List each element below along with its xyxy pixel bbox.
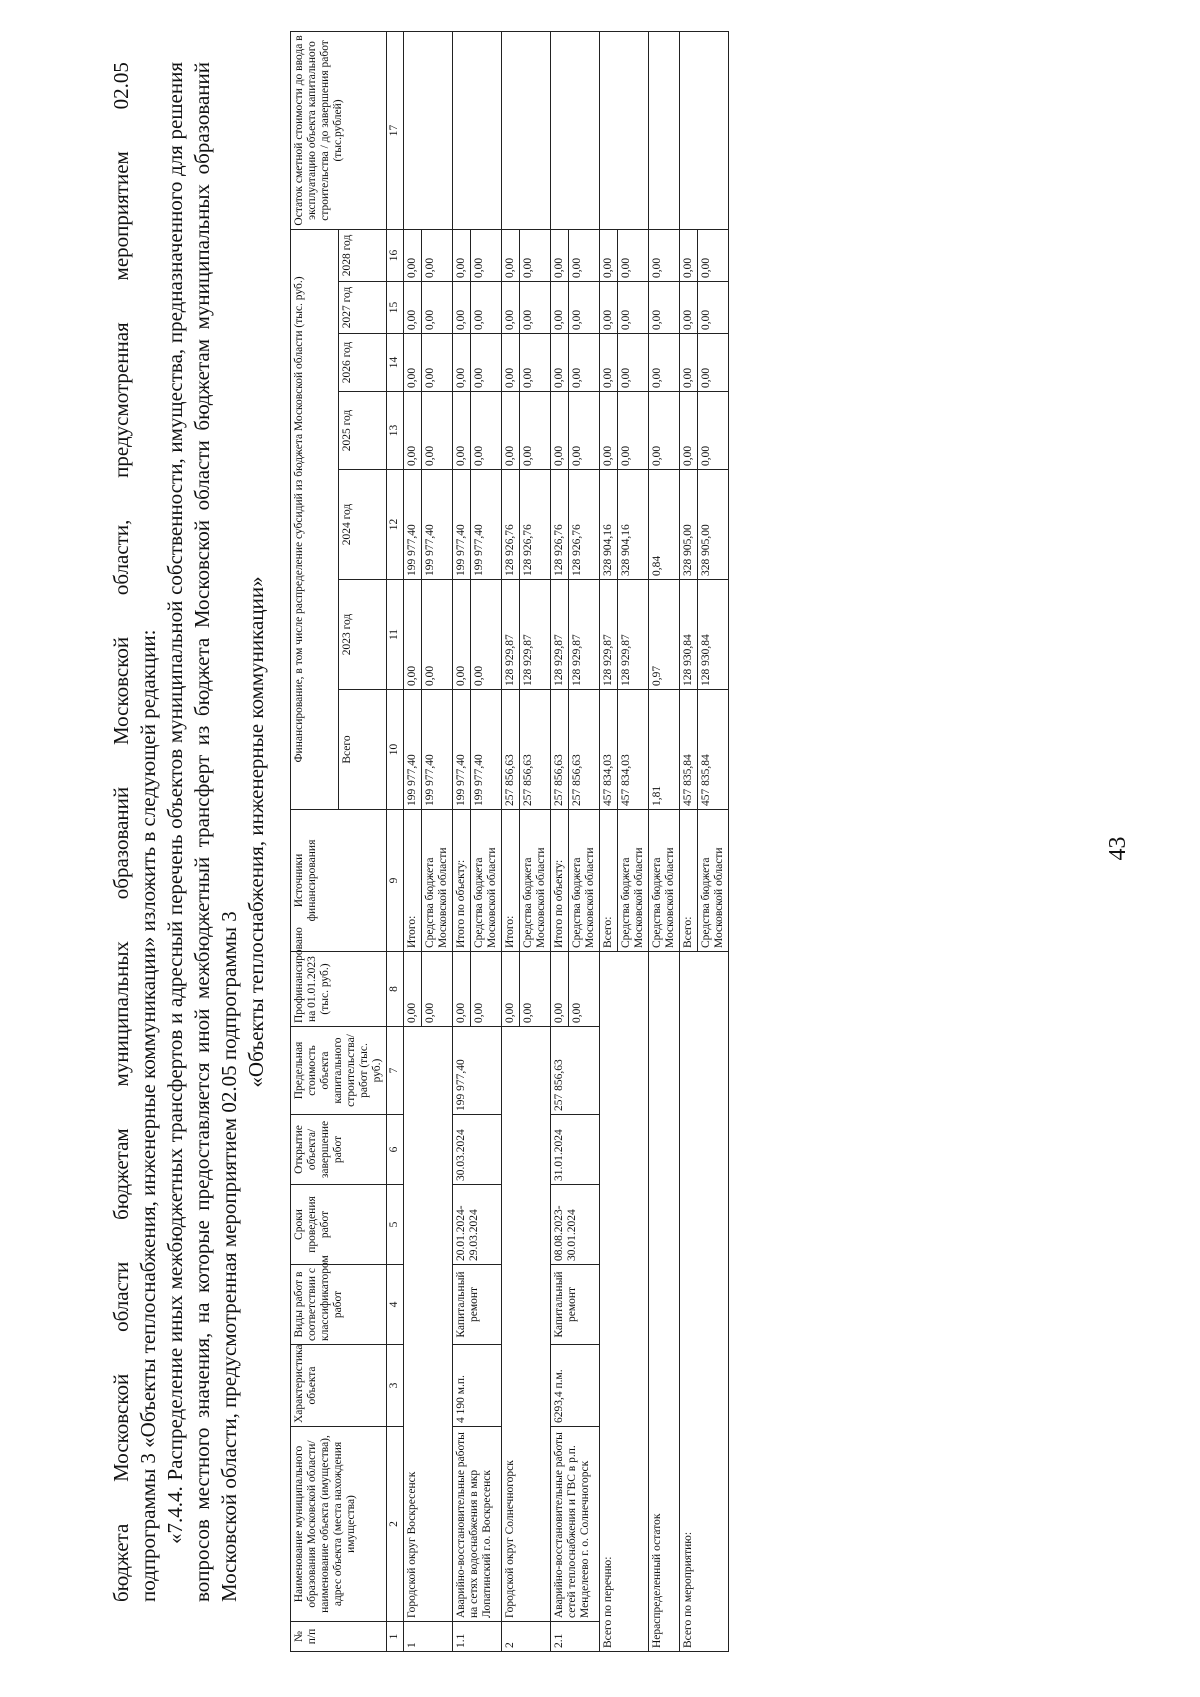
section-num: 2	[502, 1622, 551, 1652]
header-prefinanced: Профинансировано на 01.01.2023 (тыс. руб.)	[291, 952, 387, 1027]
value-cell: 0,00	[649, 229, 680, 281]
column-number: 5	[387, 1185, 404, 1265]
value-cell: 128 929,87	[520, 580, 551, 690]
value-cell: 328 905,00	[680, 470, 698, 580]
value-cell: 257 856,63	[502, 690, 520, 810]
source-cell: Средства бюджета Московской области	[471, 810, 502, 952]
value-cell: 0,00	[649, 334, 680, 392]
table-row	[649, 31, 680, 1651]
column-number-row	[387, 31, 404, 1651]
value-cell: 0,00	[453, 392, 471, 470]
intro-word: образований	[109, 786, 133, 900]
value-cell: 128 926,76	[520, 470, 551, 580]
column-number: 15	[387, 282, 404, 334]
table-row	[502, 31, 520, 1651]
intro-line-1	[108, 62, 135, 1602]
value-cell: 199 977,40	[404, 690, 422, 810]
value-cell: 0,84	[649, 470, 680, 580]
source-cell: Средства бюджета Московской области	[569, 810, 600, 952]
value-cell: 128 926,76	[502, 470, 520, 580]
header-open-close: Открытие объекта/завершение работ	[291, 1115, 387, 1185]
value-cell: 0,00	[698, 334, 729, 392]
value-cell: 0,00	[680, 229, 698, 281]
source-cell: Средства бюджета Московской области	[698, 810, 729, 952]
object-characteristic: 4 190 м.п.	[453, 1345, 502, 1427]
value-cell: 0,00	[649, 282, 680, 334]
value-cell: 0,00	[569, 282, 600, 334]
value-cell: 199 977,40	[471, 690, 502, 810]
value-cell: 0,00	[471, 580, 502, 690]
value-cell: 0,00	[422, 282, 453, 334]
table-body	[404, 31, 729, 1651]
table-row	[680, 31, 698, 1651]
value-cell: 457 835,84	[698, 690, 729, 810]
value-cell: 0,00	[422, 229, 453, 281]
column-number: 12	[387, 470, 404, 580]
value-cell: 0,00	[680, 282, 698, 334]
value-cell: 0,00	[404, 392, 422, 470]
column-number: 3	[387, 1345, 404, 1427]
column-number: 2	[387, 1427, 404, 1622]
source-cell: Всего:	[600, 810, 618, 952]
value-cell: 0,00	[520, 282, 551, 334]
remainder-cell	[600, 31, 649, 229]
header-2026: 2026 год	[339, 334, 387, 392]
remainder-cell	[680, 31, 729, 229]
value-cell: 0,00	[618, 229, 649, 281]
value-cell: 0,00	[698, 392, 729, 470]
value-cell: 0,00	[600, 392, 618, 470]
column-number: 16	[387, 229, 404, 281]
column-number: 10	[387, 690, 404, 810]
table-row	[551, 31, 569, 1651]
value-cell: 328 904,16	[600, 470, 618, 580]
header-row-1	[291, 31, 339, 1651]
column-number: 14	[387, 334, 404, 392]
value-cell: 0,00	[698, 282, 729, 334]
object-num: 2.1	[551, 1622, 600, 1652]
prefinanced-cell: 0,00	[471, 952, 502, 1027]
value-cell: 0,00	[471, 282, 502, 334]
value-cell: 0,00	[502, 392, 520, 470]
section-name: Городской округ Воскресенск	[404, 1027, 453, 1622]
intro-word: бюджета	[109, 1523, 133, 1602]
header-period: Сроки проведения работ	[291, 1185, 387, 1265]
value-cell: 0,00	[600, 334, 618, 392]
value-cell: 0,00	[502, 229, 520, 281]
financing-table	[290, 31, 729, 1652]
object-name: Аварийно-восстановительные работы сетей теплоснабжения и ГВС в р.п. Менделеево г. о. Солнечногорск	[551, 1427, 600, 1622]
value-cell: 457 834,03	[600, 690, 618, 810]
intro-line-2: подпрограммы 3 «Объекты теплоснабжения, инженерные коммуникации» изложить в следующей редакции:	[136, 629, 160, 1602]
prefinanced-cell: 0,00	[453, 952, 471, 1027]
header-total: Всего	[339, 690, 387, 810]
value-cell: 0,00	[422, 334, 453, 392]
intro-word: Московской	[109, 1373, 133, 1482]
value-cell: 0,00	[453, 580, 471, 690]
intro-word: Московской	[109, 636, 133, 746]
value-cell: 257 856,63	[569, 690, 600, 810]
value-cell: 199 977,40	[471, 470, 502, 580]
value-cell: 199 977,40	[422, 470, 453, 580]
summary-label: Всего по перечню:	[600, 952, 649, 1652]
source-cell: Итого по объекту:	[551, 810, 569, 952]
value-cell: 0,00	[404, 334, 422, 392]
value-cell: 0,00	[551, 334, 569, 392]
value-cell: 0,97	[649, 580, 680, 690]
object-num: 1.1	[453, 1622, 502, 1652]
object-limit-cost: 199 977,40	[453, 1027, 502, 1115]
source-cell: Средства бюджета Московской области	[618, 810, 649, 952]
prefinanced-cell: 0,00	[502, 952, 520, 1027]
value-cell: 0,00	[618, 392, 649, 470]
header-remainder: Остаток сметной стоимости до ввода в эксплуатацию объекта капитального строительства / до завершения работ (тыс.рублей)	[291, 31, 387, 229]
object-work-type: Капитальный ремонт	[551, 1265, 600, 1345]
column-number: 11	[387, 580, 404, 690]
value-cell: 0,00	[600, 282, 618, 334]
source-cell: Итого по объекту:	[453, 810, 471, 952]
value-cell: 0,00	[569, 392, 600, 470]
value-cell: 0,00	[422, 392, 453, 470]
header-2024: 2024 год	[339, 470, 387, 580]
prefinanced-cell: 0,00	[520, 952, 551, 1027]
intro-word: предусмотренная	[109, 322, 133, 478]
table-row	[404, 31, 422, 1651]
value-cell: 128 929,87	[600, 580, 618, 690]
value-cell: 199 977,40	[453, 470, 471, 580]
value-cell: 0,00	[569, 334, 600, 392]
column-number: 4	[387, 1265, 404, 1345]
source-cell: Всего:	[680, 810, 698, 952]
intro-word: 02.05	[109, 62, 133, 110]
header-num: № п/п	[291, 1622, 387, 1652]
value-cell: 199 977,40	[453, 690, 471, 810]
intro-word: области	[109, 1261, 133, 1332]
object-limit-cost: 257 856,63	[551, 1027, 600, 1115]
column-number: 13	[387, 392, 404, 470]
value-cell: 128 926,76	[569, 470, 600, 580]
value-cell: 0,00	[618, 334, 649, 392]
source-cell: Итого:	[502, 810, 520, 952]
value-cell: 128 926,76	[551, 470, 569, 580]
value-cell: 128 930,84	[698, 580, 729, 690]
summary-label: Нераспределенный остаток	[649, 952, 680, 1652]
value-cell: 0,00	[551, 282, 569, 334]
header-2027: 2027 год	[339, 282, 387, 334]
value-cell: 0,00	[551, 229, 569, 281]
value-cell: 1,81	[649, 690, 680, 810]
value-cell: 0,00	[502, 282, 520, 334]
value-cell: 0,00	[471, 334, 502, 392]
header-2028: 2028 год	[339, 229, 387, 281]
intro-paragraph: «7.4.4. Распределение иных межбюджетных трансфертов и адресный перечень объектов муниципальной собственности, имущества, предназначенного для решения вопросов местного значения, на которые предоставляется иной межбюджетный трансферт из бюджета Московской области бюджетам муниципальных образований Московской области, предусмотренная мероприятием 02.05 подпрограммы 3	[163, 62, 241, 1602]
intro-word: муниципальных	[109, 941, 133, 1087]
value-cell: 0,00	[471, 392, 502, 470]
object-period: 20.01.2024-29.03.2024	[453, 1185, 502, 1265]
value-cell: 0,00	[520, 334, 551, 392]
source-cell: Средства бюджета Московской области	[649, 810, 680, 952]
value-cell: 0,00	[453, 282, 471, 334]
intro-text	[108, 62, 270, 1602]
header-2023: 2023 год	[339, 580, 387, 690]
column-number: 8	[387, 952, 404, 1027]
intro-word: области,	[109, 519, 133, 596]
table-row	[600, 31, 618, 1651]
value-cell: 0,00	[600, 229, 618, 281]
source-cell: Средства бюджета Московской области	[520, 810, 551, 952]
column-number: 6	[387, 1115, 404, 1185]
value-cell: 128 929,87	[569, 580, 600, 690]
remainder-cell	[551, 31, 600, 229]
value-cell: 0,00	[569, 229, 600, 281]
object-characteristic: 6293,4 п.м.	[551, 1345, 600, 1427]
value-cell: 128 930,84	[680, 580, 698, 690]
value-cell: 0,00	[453, 334, 471, 392]
column-number: 1	[387, 1622, 404, 1652]
object-period: 08.08.2023-30.01.2024	[551, 1185, 600, 1265]
object-name: Аварийно-восстановительные работы на сетях водоснабжения в мкр Лопатинский г.о. Воскресенск	[453, 1427, 502, 1622]
object-open-close: 30.03.2024	[453, 1115, 502, 1185]
value-cell: 257 856,63	[520, 690, 551, 810]
source-cell: Итого:	[404, 810, 422, 952]
value-cell: 128 929,87	[502, 580, 520, 690]
remainder-cell	[649, 31, 680, 229]
value-cell: 128 929,87	[618, 580, 649, 690]
source-cell: Средства бюджета Московской области	[422, 810, 453, 952]
value-cell: 128 929,87	[551, 580, 569, 690]
remainder-cell	[502, 31, 551, 229]
prefinanced-cell: 0,00	[404, 952, 422, 1027]
prefinanced-cell: 0,00	[422, 952, 453, 1027]
remainder-cell	[453, 31, 502, 229]
value-cell: 0,00	[680, 334, 698, 392]
value-cell: 199 977,40	[422, 690, 453, 810]
intro-word: мероприятием	[109, 151, 133, 281]
value-cell: 0,00	[404, 282, 422, 334]
value-cell: 328 905,00	[698, 470, 729, 580]
value-cell: 0,00	[422, 580, 453, 690]
value-cell: 457 834,03	[618, 690, 649, 810]
prefinanced-cell: 0,00	[569, 952, 600, 1027]
header-limit-cost: Предельная стоимость объекта капитального строительства/работ (тыс. руб.)	[291, 1027, 387, 1115]
value-cell: 0,00	[649, 392, 680, 470]
value-cell: 0,00	[520, 392, 551, 470]
table-row	[453, 31, 471, 1651]
value-cell: 0,00	[551, 392, 569, 470]
summary-label: Всего по мероприятию:	[680, 952, 729, 1652]
value-cell: 0,00	[618, 282, 649, 334]
header-2025: 2025 год	[339, 392, 387, 470]
column-number: 17	[387, 31, 404, 229]
column-number: 7	[387, 1027, 404, 1115]
value-cell: 199 977,40	[404, 470, 422, 580]
prefinanced-cell: 0,00	[551, 952, 569, 1027]
value-cell: 0,00	[404, 229, 422, 281]
remainder-cell	[404, 31, 453, 229]
header-work-type: Виды работ в соответствии с классификатором работ	[291, 1265, 387, 1345]
value-cell: 257 856,63	[551, 690, 569, 810]
column-number: 9	[387, 810, 404, 952]
value-cell: 0,00	[698, 229, 729, 281]
value-cell: 0,00	[404, 580, 422, 690]
value-cell: 0,00	[471, 229, 502, 281]
header-source: Источники финансирования	[291, 810, 387, 952]
intro-paragraph-end: «Объекты теплоснабжения, инженерные коммуникации»	[244, 576, 268, 1088]
header-financing-group: Финансирование, в том числе распределение субсидий из бюджета Московской области (тыс. руб.)	[291, 229, 339, 809]
section-name: Городской округ Солнечногорск	[502, 1027, 551, 1622]
header-name: Наименование муниципального образования Московской области/наименование объекта (имущества), адрес объекта (места нахождения имущества)	[291, 1427, 387, 1622]
intro-word: бюджетам	[109, 1128, 133, 1220]
value-cell: 0,00	[680, 392, 698, 470]
value-cell: 457 835,84	[680, 690, 698, 810]
object-work-type: Капитальный ремонт	[453, 1265, 502, 1345]
object-open-close: 31.01.2024	[551, 1115, 600, 1185]
value-cell: 0,00	[453, 229, 471, 281]
value-cell: 328 904,16	[618, 470, 649, 580]
value-cell: 0,00	[502, 334, 520, 392]
header-characteristic: Характеристика объекта	[291, 1345, 387, 1427]
section-num: 1	[404, 1622, 453, 1652]
value-cell: 0,00	[520, 229, 551, 281]
page-number: 43	[1105, 836, 1131, 861]
